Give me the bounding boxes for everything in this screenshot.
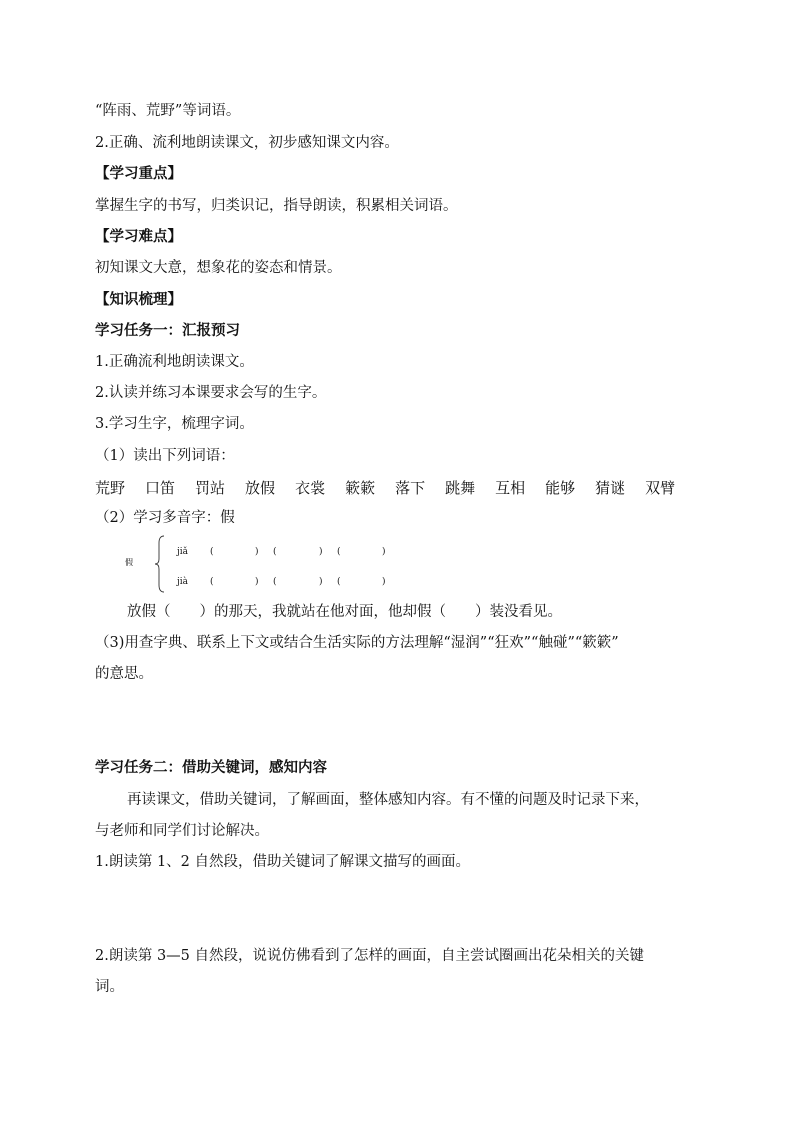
text-line: 3.学习生字，梳理字词。 [95, 416, 254, 432]
polyphone-diagram [125, 535, 425, 593]
pinyin: jiǎ [177, 547, 189, 557]
task-heading-2: 学习任务二：借助关键词，感知内容 [95, 759, 327, 776]
paren: ) [319, 577, 323, 587]
text-line: （2）学习多音字：假 [95, 510, 235, 526]
paren: ) [255, 577, 259, 587]
vocab-word: 互相 [495, 479, 526, 497]
paren: ) [382, 547, 386, 557]
vocab-word: 荒野 [95, 479, 126, 497]
text-line: 2.朗读第 3—5 自然段，说说仿佛看到了怎样的画面，自主尝试圈画出花朵相关的关键 [95, 948, 645, 964]
text-line: “阵雨、荒野”等词语。 [95, 103, 241, 119]
paren: ) [255, 547, 259, 557]
section-heading-knowledge: 【知识梳理】 [95, 291, 182, 308]
text-line: 掌握生字的书写，归类识记，指导朗读，积累相关词语。 [95, 198, 458, 214]
vocab-word: 簌簌 [345, 479, 376, 497]
task-heading-1: 学习任务一：汇报预习 [95, 322, 240, 339]
paren: ) [319, 547, 323, 557]
text-line: 词。 [95, 979, 124, 995]
paren: ) [382, 577, 386, 587]
text-line: 1.正确流利地朗读课文。 [95, 354, 254, 370]
paren: ( [337, 547, 341, 557]
vocab-list [95, 477, 715, 498]
paren: ( [210, 547, 214, 557]
text-line: 2.认读并练习本课要求会写的生字。 [95, 385, 327, 401]
text-line: 1.朗读第 1、2 自然段，借助关键词了解课文描写的画面。 [95, 854, 471, 870]
text-line: 初知课文大意，想象花的姿态和情景。 [95, 260, 342, 276]
section-heading-focus: 【学习重点】 [95, 165, 182, 182]
vocab-word: 口笛 [145, 479, 176, 497]
vocab-word: 罚站 [195, 479, 226, 497]
text-line: 与老师和同学们讨论解决。 [95, 823, 269, 839]
paren: ( [210, 577, 214, 587]
paren: ( [273, 577, 277, 587]
vocab-word: 能够 [545, 479, 576, 497]
vocab-word: 双臂 [645, 479, 676, 497]
polyphone-char: 假 [125, 558, 133, 567]
text-line: （1）读出下列词语： [95, 448, 235, 464]
brace-shape [155, 535, 165, 593]
text-line: （3)用查字典、联系上下文或结合生活实际的方法理解“湿润”“狂欢”“触碰”“簌簌” [95, 635, 619, 651]
paren: ( [337, 577, 341, 587]
text-line: 再读课文，借助关键词，了解画面，整体感知内容。有不懂的问题及时记录下来， [127, 792, 649, 808]
pinyin: jià [177, 577, 189, 587]
vocab-word: 落下 [395, 479, 426, 497]
section-heading-difficulty: 【学习难点】 [95, 228, 182, 245]
vocab-word: 放假 [245, 479, 276, 497]
vocab-word: 衣裳 [295, 479, 326, 497]
text-line: 的意思。 [95, 666, 153, 682]
vocab-word: 猜谜 [595, 479, 626, 497]
text-line: 放假（ ）的那天，我就站在他对面，他却假（ ）装没看见。 [127, 604, 562, 620]
paren: ( [273, 547, 277, 557]
text-line: 2.正确、流利地朗读课文，初步感知课文内容。 [95, 135, 399, 151]
vocab-word: 跳舞 [445, 479, 476, 497]
